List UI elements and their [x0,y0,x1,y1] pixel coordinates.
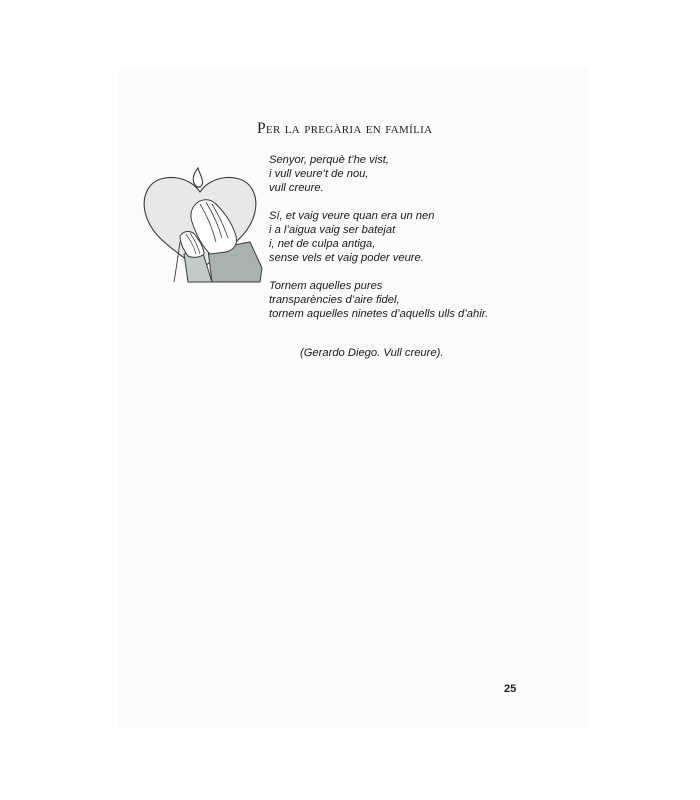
poem-line: transparències d’aire fidel, [269,294,400,306]
praying-hands-heart-flame-icon [140,158,265,283]
poem-line: i vull veure’t de nou, [269,168,369,180]
poem-line: i, net de culpa antiga, [269,238,376,250]
poem-stanza [269,153,559,195]
poem-stanza [269,279,559,321]
poem-line: vull creure. [269,182,324,194]
poem [269,153,559,335]
poem-line: tornem aquelles ninetes d’aquells ulls d’ahir. [269,308,489,320]
poem-line: i a l’aigua vaig ser batejat [269,224,396,236]
poem-line: Senyor, perquè t’he vist, [269,154,390,166]
poem-stanza [269,209,559,265]
poem-line: Tornem aquelles pures [269,280,383,292]
page-title: Per la pregària en família [257,120,433,137]
poem-citation: (Gerardo Diego. Vull creure). [300,347,444,359]
poem-line: Sí, et vaig veure quan era un nen [269,210,435,222]
poem-line: sense vels et vaig poder veure. [269,252,424,264]
page-number: 25 [504,683,517,695]
